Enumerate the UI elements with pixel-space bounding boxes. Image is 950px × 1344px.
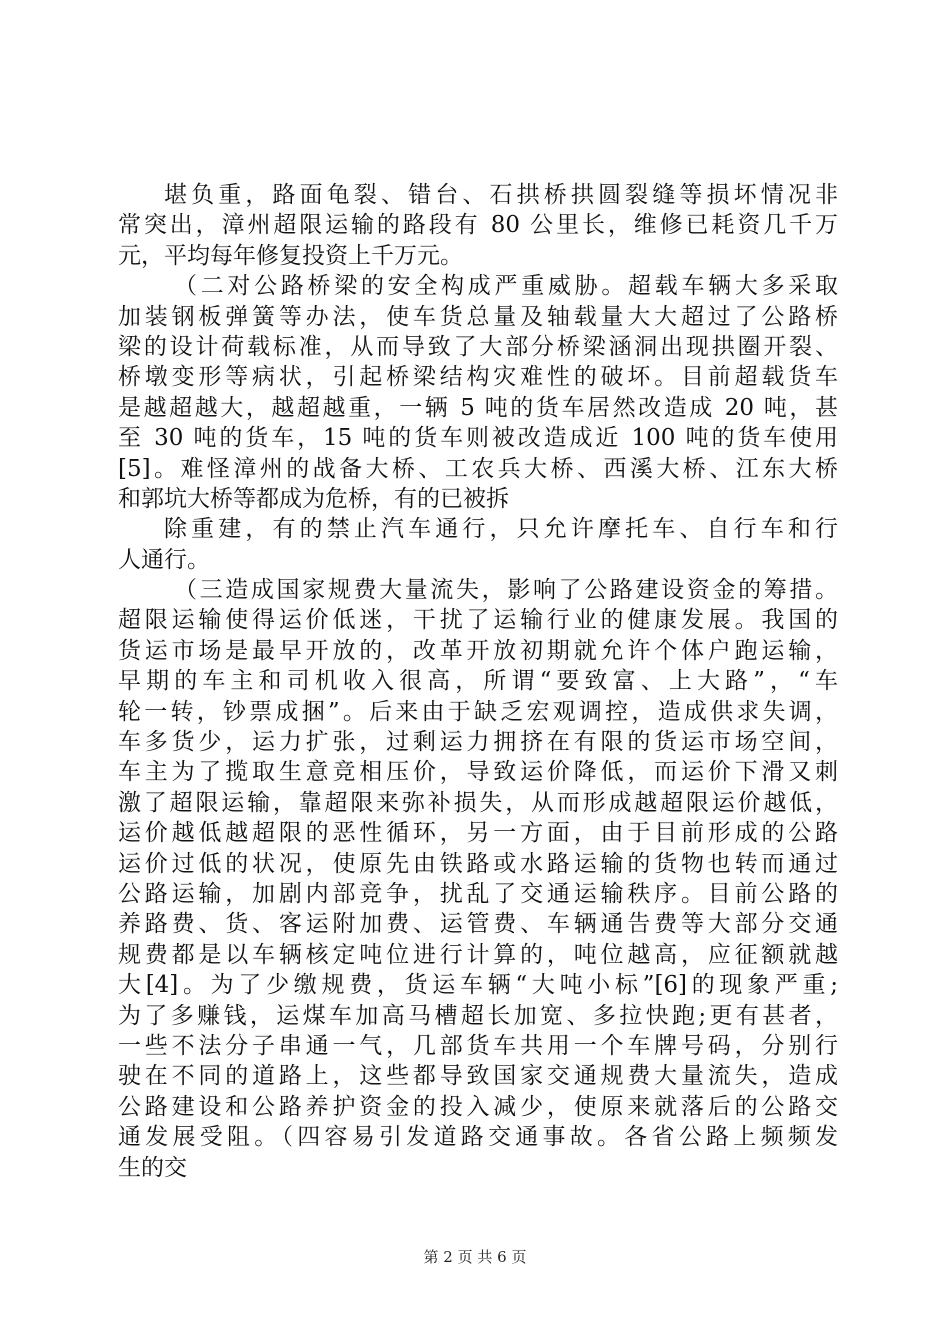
text-line: 轮一转，钞票成捆”。后来由于缺乏宏观调控，造成供求失调， bbox=[118, 698, 838, 725]
text-line: 元，平均每年修复投资上千万元。 bbox=[118, 242, 463, 269]
text-line: 至 30 吨的货车，15 吨的货车则被改造成近 100 吨的货车使用 bbox=[118, 425, 838, 452]
text-line: 规费都是以车辆核定吨位进行计算的，吨位越高，应征额就越 bbox=[118, 941, 838, 968]
text-line: 桥墩变形等病状，引起桥梁结构灾难性的破坏。目前超载货车 bbox=[118, 364, 838, 391]
text-line: 养路费、货、客运附加费、运管费、车辆通告费等大部分交通 bbox=[118, 911, 838, 938]
text-line: 和郭坑大桥等都成为危桥，有的已被拆 bbox=[118, 485, 509, 512]
text-line: 公路运输，加剧内部竞争，扰乱了交通运输秩序。目前公路的 bbox=[118, 880, 838, 907]
text-line: 加装钢板弹簧等办法，使车货总量及轴载量大大超过了公路桥 bbox=[118, 303, 838, 330]
text-line: 车主为了揽取生意竞相压价，导致运价降低，而运价下滑又刺 bbox=[118, 759, 838, 786]
text-line: 是越超越大，越超越重，一辆 5 吨的货车居然改造成 20 吨，甚 bbox=[118, 394, 838, 421]
text-line: [5]。难怪漳州的战备大桥、工农兵大桥、西溪大桥、江东大桥 bbox=[118, 455, 838, 482]
text-line: 早期的车主和司机收入很高，所谓“要致富、上大路”，“车 bbox=[118, 668, 838, 695]
text-line: （二对公路桥梁的安全构成严重威胁。超载车辆大多采取 bbox=[174, 273, 838, 300]
text-line: 车多货少，运力扩张，过剩运力拥挤在有限的货运市场空间， bbox=[118, 729, 838, 756]
page-footer: 第 2 页 共 6 页 bbox=[423, 1248, 527, 1266]
text-line: 大[4]。为了少缴规费，货运车辆“大吨小标”[6]的现象严重; bbox=[118, 972, 838, 999]
text-line: 通发展受阻。（四容易引发道路交通事故。各省公路上频频发 bbox=[118, 1124, 838, 1151]
text-line: 堪负重，路面龟裂、错台、石拱桥拱圆裂缝等损坏情况非 bbox=[164, 182, 838, 208]
text-line: 超限运输使得运价低迷，干扰了运输行业的健康发展。我国的 bbox=[118, 607, 838, 634]
text-line: 为了多赚钱，运煤车加高马槽超长加宽、多拉快跑;更有甚者， bbox=[118, 1002, 838, 1029]
text-line: 激了超限运输，靠超限来弥补损失，从而形成越超限运价越低， bbox=[118, 789, 838, 816]
text-line: 梁的设计荷载标准，从而导致了大部分桥梁涵洞出现拱圈开裂、 bbox=[118, 333, 838, 360]
text-line: 生的交 bbox=[118, 1154, 187, 1181]
text-line: 运价过低的状况，使原先由铁路或水路运输的货物也转而通过 bbox=[118, 850, 838, 877]
text-line: 运价越低越超限的恶性循环，另一方面，由于目前形成的公路 bbox=[118, 820, 838, 847]
text-line: （三造成国家规费大量流失，影响了公路建设资金的筹措。 bbox=[174, 577, 838, 604]
text-line: 驶在不同的道路上，这些都导致国家交通规费大量流失，造成 bbox=[118, 1063, 838, 1090]
text-line: 常突出，漳州超限运输的路段有 80 公里长，维修已耗资几千万 bbox=[118, 212, 838, 239]
text-line: 人通行。 bbox=[118, 546, 210, 573]
document-body bbox=[118, 180, 838, 1183]
text-line: 一些不法分子串通一气，几部货车共用一个车牌号码，分别行 bbox=[118, 1032, 838, 1059]
text-line: 除重建，有的禁止汽车通行，只允许摩托车、自行车和行 bbox=[164, 516, 838, 543]
text-line: 货运市场是最早开放的，改革开放初期就允许个体户跑运输， bbox=[118, 637, 838, 664]
text-line: 公路建设和公路养护资金的投入减少，使原来就落后的公路交 bbox=[118, 1093, 838, 1120]
